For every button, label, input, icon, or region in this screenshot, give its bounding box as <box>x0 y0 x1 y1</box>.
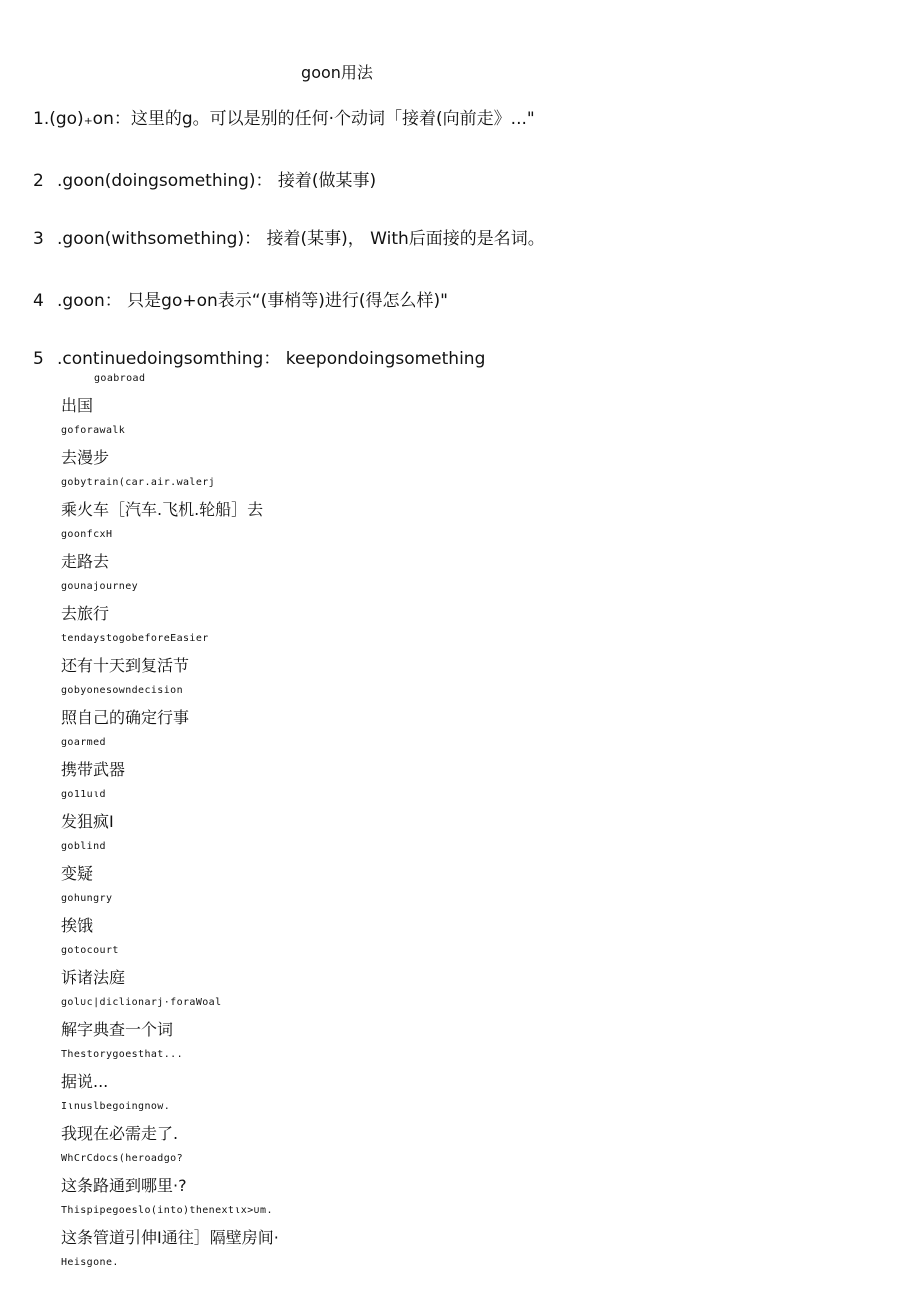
vocab-cn: 这条管道引伸I通往］隔壁房间· <box>61 1228 279 1247</box>
rule-4-num: 4 <box>33 291 44 311</box>
vocab-cn: 去旅行 <box>61 604 110 623</box>
rule-1-num: 1. <box>33 109 50 129</box>
vocab-en: Heisgone. <box>61 1257 119 1268</box>
vocab-en: tendaystogobeforeEasier <box>61 633 209 644</box>
rule-2 <box>33 166 376 191</box>
vocab-cn: 我现在必需走了. <box>61 1124 179 1143</box>
vocab-cn: 发狙疯I <box>61 812 114 831</box>
vocab-cn: 这条路通到哪里·? <box>61 1176 187 1195</box>
vocab-cn: 还有十天到复活节 <box>61 656 190 675</box>
rule-5 <box>33 344 485 369</box>
vocab-cn: 诉诸法庭 <box>61 968 126 987</box>
vocab-en: gotocourt <box>61 945 119 956</box>
rule-5-text: .continuedoingsomthing： keepondoingsomething <box>57 349 486 369</box>
vocab-en: Iιnuslbegoingnow. <box>61 1101 171 1112</box>
rule-5-num: 5 <box>33 349 44 369</box>
rule-3 <box>33 224 545 249</box>
vocab-cn: 解字典查一个词 <box>61 1020 174 1039</box>
vocab-cn: 乘火车［汽车.飞机.轮船］去 <box>61 500 264 519</box>
rule-2-text: .goon(doingsomething)： 接着(做某事) <box>57 171 377 191</box>
vocab-cn: 去漫步 <box>61 448 110 467</box>
vocab-en: gohungry <box>61 893 113 904</box>
vocab-en: gobytrain(car.air.walerj <box>61 477 216 488</box>
vocab-en: Thestorygoesthat... <box>61 1049 183 1060</box>
rule-1-text: (go)₊on：这里的g。可以是别的任何·个动词「接着(向前走》..." <box>49 109 535 129</box>
vocab-en: goonfcxH <box>61 529 113 540</box>
vocab-en: WhCrCdocs(heroadgo? <box>61 1153 183 1164</box>
vocab-en: Thispipegoeslo(into)thenextιx>∪m. <box>61 1205 273 1216</box>
vocab-en: goarmed <box>61 737 106 748</box>
vocab-en: go11uιd <box>61 789 106 800</box>
vocab-en: goabroad <box>94 373 146 384</box>
vocab-en: gol∪c|diclionarj·foraWoal <box>61 997 222 1008</box>
vocab-en: goforawalk <box>61 425 126 436</box>
vocab-list <box>61 370 761 1280</box>
rule-1 <box>33 104 535 129</box>
vocab-en: goblind <box>61 841 106 852</box>
rule-3-text: .goon(withsomething)： 接着(某事)， With后面接的是名词。 <box>57 229 545 249</box>
vocab-cn: 携带武器 <box>61 760 126 779</box>
vocab-cn: 照自己的确定行事 <box>61 708 190 727</box>
vocab-en: gobyonesowndecision <box>61 685 183 696</box>
rule-4 <box>33 286 448 311</box>
page-title: goon用法 <box>301 63 373 82</box>
vocab-cn: 出国 <box>61 396 94 415</box>
vocab-cn: 变疑 <box>61 864 94 883</box>
rule-2-num: 2 <box>33 171 44 191</box>
vocab-en: go∪najourney <box>61 581 139 592</box>
vocab-cn: 据说... <box>61 1072 109 1091</box>
rule-4-text: .goon： 只是go+on表示“(事梢等)进行(得怎么样)" <box>57 291 448 311</box>
vocab-cn: 挨饿 <box>61 916 94 935</box>
rule-3-num: 3 <box>33 229 44 249</box>
vocab-cn: 走路去 <box>61 552 110 571</box>
